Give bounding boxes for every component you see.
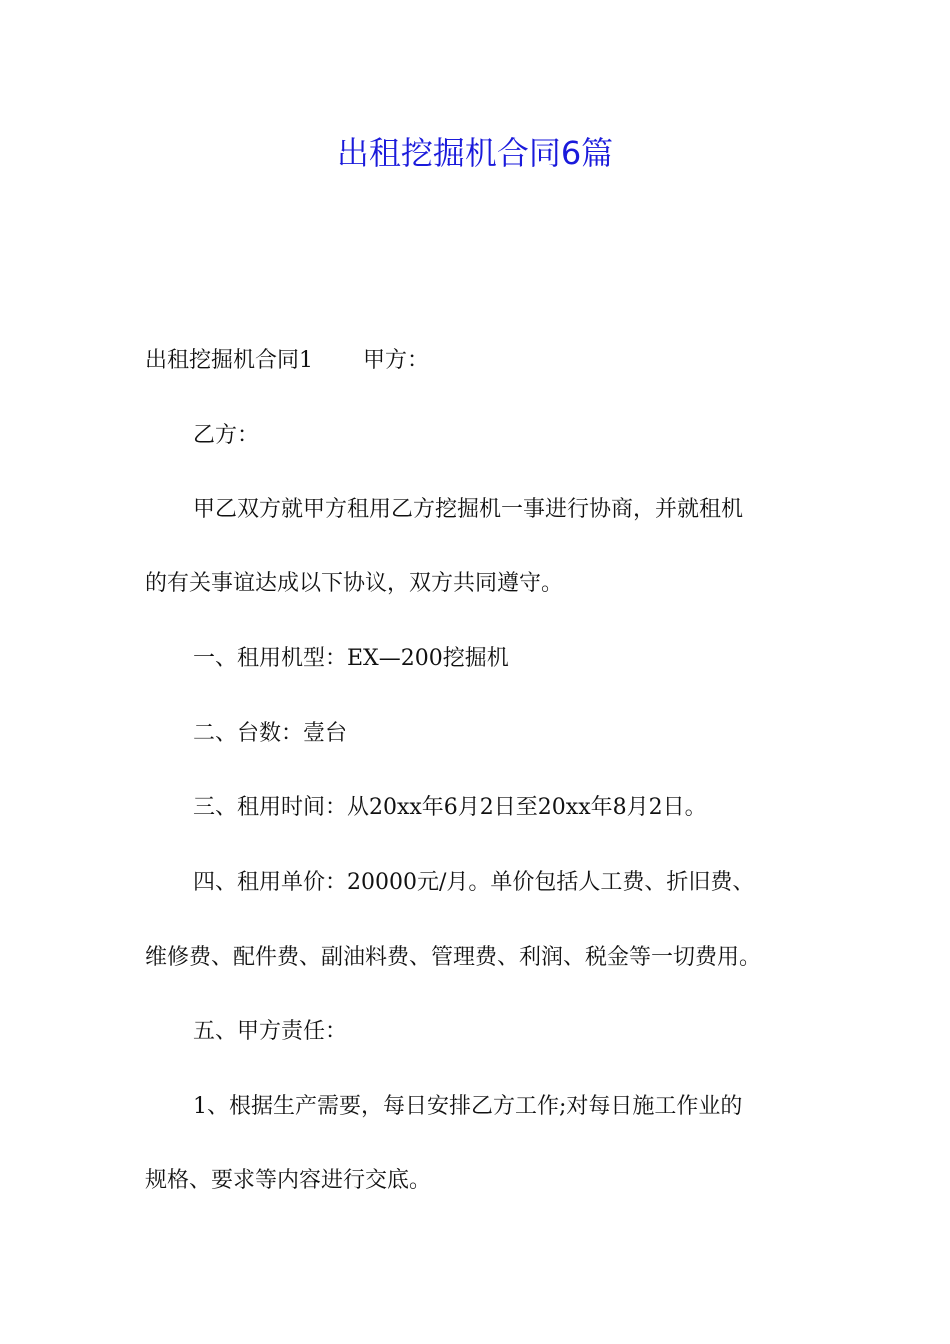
clause-quantity: 二、台数：壹台 <box>193 721 348 746</box>
clause-party-a-duties: 五、甲方责任： <box>193 1019 348 1044</box>
party-b-label: 乙方： <box>193 423 260 448</box>
party-a-label: 甲方： <box>363 348 430 373</box>
document-title: 出租挖掘机合同6篇 <box>336 134 614 172</box>
clause-machine-model: 一、租用机型：EX—200挖掘机 <box>193 646 509 671</box>
contract-heading-line <box>145 346 825 376</box>
clause-unit-price-line-2: 维修费、配件费、副油料费、管理费、利润、税金等一切费用。 <box>145 945 762 970</box>
contract-heading: 出租挖掘机合同1 <box>145 348 313 373</box>
intro-paragraph-line-1: 甲乙双方就甲方租用乙方挖掘机一事进行协商，并就租机 <box>193 497 744 522</box>
duty-1-line-1: 1、根据生产需要，每日安排乙方工作;对每日施工作业的 <box>193 1094 743 1119</box>
duty-1-line-2: 规格、要求等内容进行交底。 <box>145 1168 432 1193</box>
clause-unit-price-line-1: 四、租用单价：20000元/月。单价包括人工费、折旧费、 <box>193 870 755 895</box>
intro-paragraph-line-2: 的有关事谊达成以下协议，双方共同遵守。 <box>145 571 564 596</box>
clause-rental-period: 三、租用时间：从20xx年6月2日至20xx年8月2日。 <box>193 795 707 820</box>
